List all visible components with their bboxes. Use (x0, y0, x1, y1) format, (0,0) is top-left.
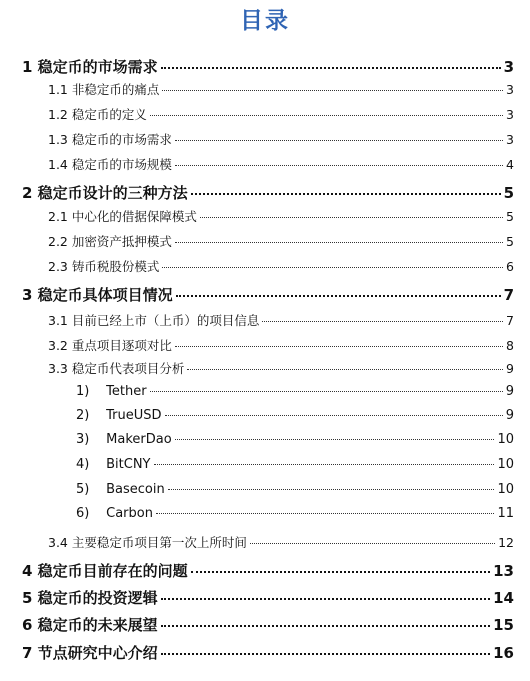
toc-entry-label: 1.4 稳定币的市场规模 (48, 157, 172, 172)
toc-entry[interactable] (22, 614, 514, 636)
toc-entry-text: Tether (102, 384, 147, 399)
toc-dot-leader (168, 489, 495, 490)
toc-entry-page: 13 (493, 562, 514, 580)
toc-entry-text: Carbon (102, 506, 153, 521)
toc-dot-leader (175, 140, 503, 141)
toc-entry[interactable] (48, 80, 514, 98)
toc-dot-leader (165, 415, 503, 416)
toc-entry-page: 10 (497, 432, 514, 447)
toc-entry[interactable] (48, 311, 514, 329)
toc-entry-label: 3.4 主要稳定币项目第一次上所时间 (48, 535, 247, 550)
toc-dot-leader (162, 90, 503, 91)
toc-entry-page: 9 (505, 384, 514, 399)
toc-entry-label (76, 457, 151, 472)
toc-dot-leader (175, 346, 503, 347)
toc-entry[interactable] (48, 359, 514, 377)
toc-entry-text: Basecoin (102, 482, 165, 497)
toc-entry-label (76, 432, 172, 447)
toc-entry-page: 10 (497, 482, 514, 497)
toc-entry-page: 7 (503, 286, 514, 304)
toc-entry-label: 1 稳定币的市场需求 (22, 58, 158, 76)
toc-entry-label: 4 稳定币目前存在的问题 (22, 562, 188, 580)
toc-entry[interactable] (76, 457, 514, 475)
toc-entry[interactable] (48, 155, 514, 173)
toc-entry[interactable] (48, 207, 514, 225)
toc-entry-label: 3 稳定币具体项目情况 (22, 286, 173, 304)
toc-entry[interactable] (76, 432, 514, 450)
toc-entry[interactable] (22, 56, 514, 78)
toc-entry-page: 9 (505, 408, 514, 423)
toc-entry[interactable] (76, 384, 514, 402)
toc-entry-label: 7 节点研究中心介绍 (22, 644, 158, 662)
toc-entry-page: 16 (493, 644, 514, 662)
toc-entry-label: 6 稳定币的未来展望 (22, 616, 158, 634)
toc-entry-number: 3) (76, 432, 90, 447)
toc-entry-label (76, 384, 147, 399)
toc-entry-label: 2.2 加密资产抵押模式 (48, 234, 172, 249)
toc-entry-page: 7 (506, 313, 514, 328)
toc-entry-label (76, 482, 165, 497)
toc-dot-leader (150, 115, 503, 116)
toc-dot-leader (187, 369, 503, 370)
toc-entry[interactable] (76, 506, 514, 524)
toc-entry-label (76, 408, 162, 423)
toc-entry-label: 3.1 目前已经上市（上币）的项目信息 (48, 313, 260, 328)
toc-dot-leader (161, 653, 490, 655)
toc-entry-page: 5 (506, 234, 514, 249)
toc-dot-leader (162, 267, 503, 268)
toc-entry-label: 2.3 铸币税股份模式 (48, 259, 160, 274)
toc-entry-label: 1.3 稳定币的市场需求 (48, 132, 172, 147)
toc-entry[interactable] (76, 482, 514, 500)
toc-entry-text: BitCNY (102, 457, 151, 472)
toc-entry[interactable] (48, 336, 514, 354)
toc-entry[interactable] (48, 533, 514, 551)
toc-entry-label: 3.3 稳定币代表项目分析 (48, 361, 185, 376)
toc-dot-leader (154, 464, 495, 465)
toc-entry-label: 1.2 稳定币的定义 (48, 107, 147, 122)
toc-entry-number: 6) (76, 506, 90, 521)
page-title: 目录 (240, 8, 290, 34)
toc-entry-text: MakerDao (102, 432, 172, 447)
toc-dot-leader (200, 217, 503, 218)
toc-entry-page: 5 (506, 209, 514, 224)
toc-entry-page: 11 (497, 506, 514, 521)
toc-entry-page: 4 (506, 157, 514, 172)
toc-entry-page: 12 (498, 535, 514, 550)
toc-entry-number: 1) (76, 384, 90, 399)
toc-entry-page: 6 (506, 259, 514, 274)
toc-entry-page: 9 (506, 361, 514, 376)
toc-dot-leader (176, 295, 501, 297)
toc-entry[interactable] (48, 257, 514, 275)
toc-entry-page: 10 (497, 457, 514, 472)
toc-entry-label: 1.1 非稳定币的痛点 (48, 82, 160, 97)
toc-dot-leader (161, 598, 490, 600)
toc-entry[interactable] (22, 587, 514, 609)
toc-entry-number: 5) (76, 482, 90, 497)
toc-entry[interactable] (48, 130, 514, 148)
toc-entry-label: 5 稳定币的投资逻辑 (22, 589, 158, 607)
toc-entry-page: 14 (493, 589, 514, 607)
toc-entry-number: 4) (76, 457, 90, 472)
toc-dot-leader (262, 321, 503, 322)
toc-dot-leader (175, 242, 503, 243)
toc-dot-leader (191, 571, 490, 573)
toc-dot-leader (161, 67, 501, 69)
toc-entry-label (76, 506, 153, 521)
toc-entry-label: 2 稳定币设计的三种方法 (22, 184, 188, 202)
toc-entry-page: 8 (506, 338, 514, 353)
toc-entry[interactable] (76, 408, 514, 426)
toc-entry[interactable] (22, 284, 514, 306)
toc-dot-leader (175, 439, 495, 440)
toc-entry-label: 3.2 重点项目逐项对比 (48, 338, 172, 353)
toc-entry[interactable] (22, 560, 514, 582)
toc-entry[interactable] (48, 232, 514, 250)
toc-entry-page: 3 (503, 58, 514, 76)
toc-entry-page: 3 (506, 107, 514, 122)
toc-dot-leader (191, 193, 501, 195)
toc-entry-page: 5 (503, 184, 514, 202)
toc-entry-label: 2.1 中心化的借据保障模式 (48, 209, 197, 224)
toc-entry-page: 3 (506, 132, 514, 147)
toc-dot-leader (175, 165, 503, 166)
toc-dot-leader (150, 391, 503, 392)
toc-entry-page: 3 (506, 82, 514, 97)
toc-entry-page: 15 (493, 616, 514, 634)
toc-dot-leader (161, 625, 490, 627)
toc-entry[interactable] (22, 182, 514, 204)
toc-entry-text: TrueUSD (102, 408, 162, 423)
toc-dot-leader (250, 543, 495, 544)
toc-entry[interactable] (22, 642, 514, 664)
toc-entry-number: 2) (76, 408, 90, 423)
toc-entry[interactable] (48, 105, 514, 123)
toc-dot-leader (156, 513, 494, 514)
